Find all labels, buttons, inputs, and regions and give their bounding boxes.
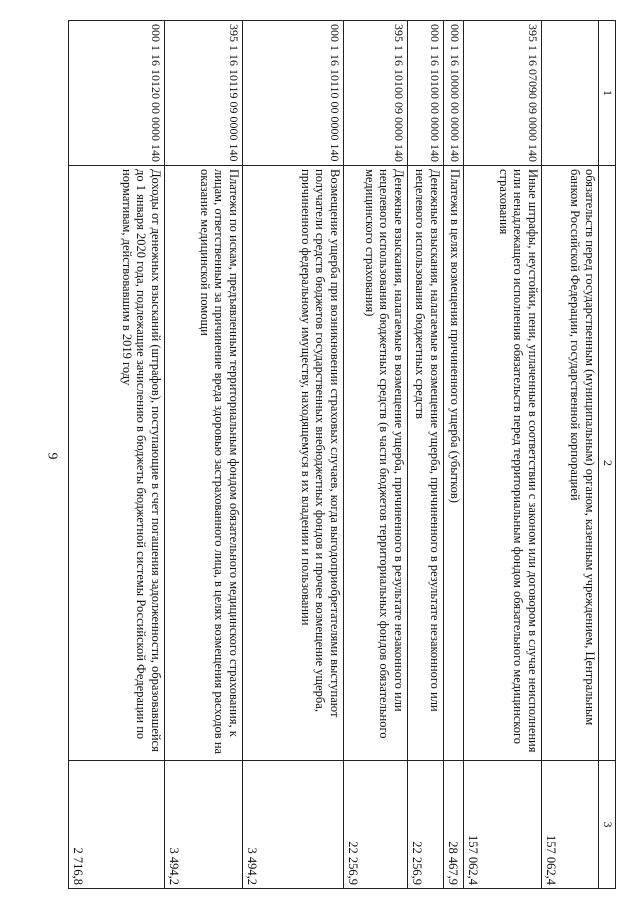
table-row: [444, 21, 464, 889]
column-number-3: 3: [599, 761, 616, 889]
amount-cell: 157 062,4: [542, 761, 599, 889]
table-header-row: [599, 21, 616, 889]
budget-code-cell: 395 1 16 07090 09 0000 140: [464, 21, 542, 166]
budget-code-cell: [542, 21, 599, 166]
amount-cell: 22 256,9: [408, 761, 444, 889]
income-name-cell: обязательств перед государственным (муниципальным) органом, казенным учреждением, Центральным банком Российской Федерации, государственной корпорацией: [542, 166, 599, 761]
table-row: [69, 21, 165, 889]
amount-cell: 3 494,2: [243, 761, 344, 889]
budget-code-cell: 000 1 16 10110 00 0000 140: [243, 21, 344, 166]
revenue-table-container: [70, 20, 616, 888]
income-name-cell: Платежи в целях возмещения причиненного ущерба (убытков): [444, 166, 464, 761]
table-row: [408, 21, 444, 889]
budget-code-cell: 395 1 16 10119 09 0000 140: [165, 21, 243, 166]
budget-code-cell: 000 1 16 10000 00 0000 140: [444, 21, 464, 166]
amount-cell: 22 256,9: [344, 761, 408, 889]
page-number: 9: [44, 452, 60, 460]
budget-code-cell: 000 1 16 10100 00 0000 140: [408, 21, 444, 166]
table-row: [344, 21, 408, 889]
amount-cell: 28 467,9: [444, 761, 464, 889]
income-name-cell: Доходы от денежных взысканий (штрафов), поступающие в счет погашения задолженности, образовавшейся до 1 января 2020 года, подлежащие зачислению в бюджеты бюджетной системы Российской Федерации по нормативам, действовавшим в 2019 году: [69, 166, 165, 761]
table-row: [165, 21, 243, 889]
income-name-cell: Денежные взыскания, налагаемые в возмещение ущерба, причиненного в результате незаконного или нецелевого использования бюджетных средств (в части бюджетов территориальных фондов обязательного медицинского страхования): [344, 166, 408, 761]
income-name-cell: Денежные взыскания, налагаемые в возмещение ущерба, причиненного в результате незаконного или нецелевого использования бюджетных средств: [408, 166, 444, 761]
column-number-2: 2: [599, 166, 616, 761]
income-name-cell: Платежи по искам, предъявленным территориальным фондом обязательного медицинского страхования, к лицам, ответственным за причинение вреда здоровью застрахованного лица, в целях возмещения расходов на оказание медицинской помощи: [165, 166, 243, 761]
income-name-cell: Иные штрафы, неустойки, пени, уплаченные в соответствии с законом или договором в случае неисполнения или ненадлежащего исполнения обязательств перед территориальным фондом обязательного медицинского страхования: [464, 166, 542, 761]
table-row: [542, 21, 599, 889]
table-row: [243, 21, 344, 889]
budget-code-cell: 395 1 16 10100 09 0000 140: [344, 21, 408, 166]
amount-cell: 157 062,4: [464, 761, 542, 889]
income-name-cell: Возмещение ущерба при возникновении страховых случаев, когда выгодоприобретателями выступают получатели средств бюджетов государственных внебюджетных фондов и прочее возмещение ущерба, причиненного федеральному имуществу, находящемуся в их владении и пользовании: [243, 166, 344, 761]
budget-code-cell: 000 1 16 10120 00 0000 140: [69, 21, 165, 166]
amount-cell: 2 716,8: [69, 761, 165, 889]
amount-cell: 3 494,2: [165, 761, 243, 889]
column-number-1: 1: [599, 21, 616, 166]
table-row: [464, 21, 542, 889]
revenue-table: [68, 20, 616, 889]
